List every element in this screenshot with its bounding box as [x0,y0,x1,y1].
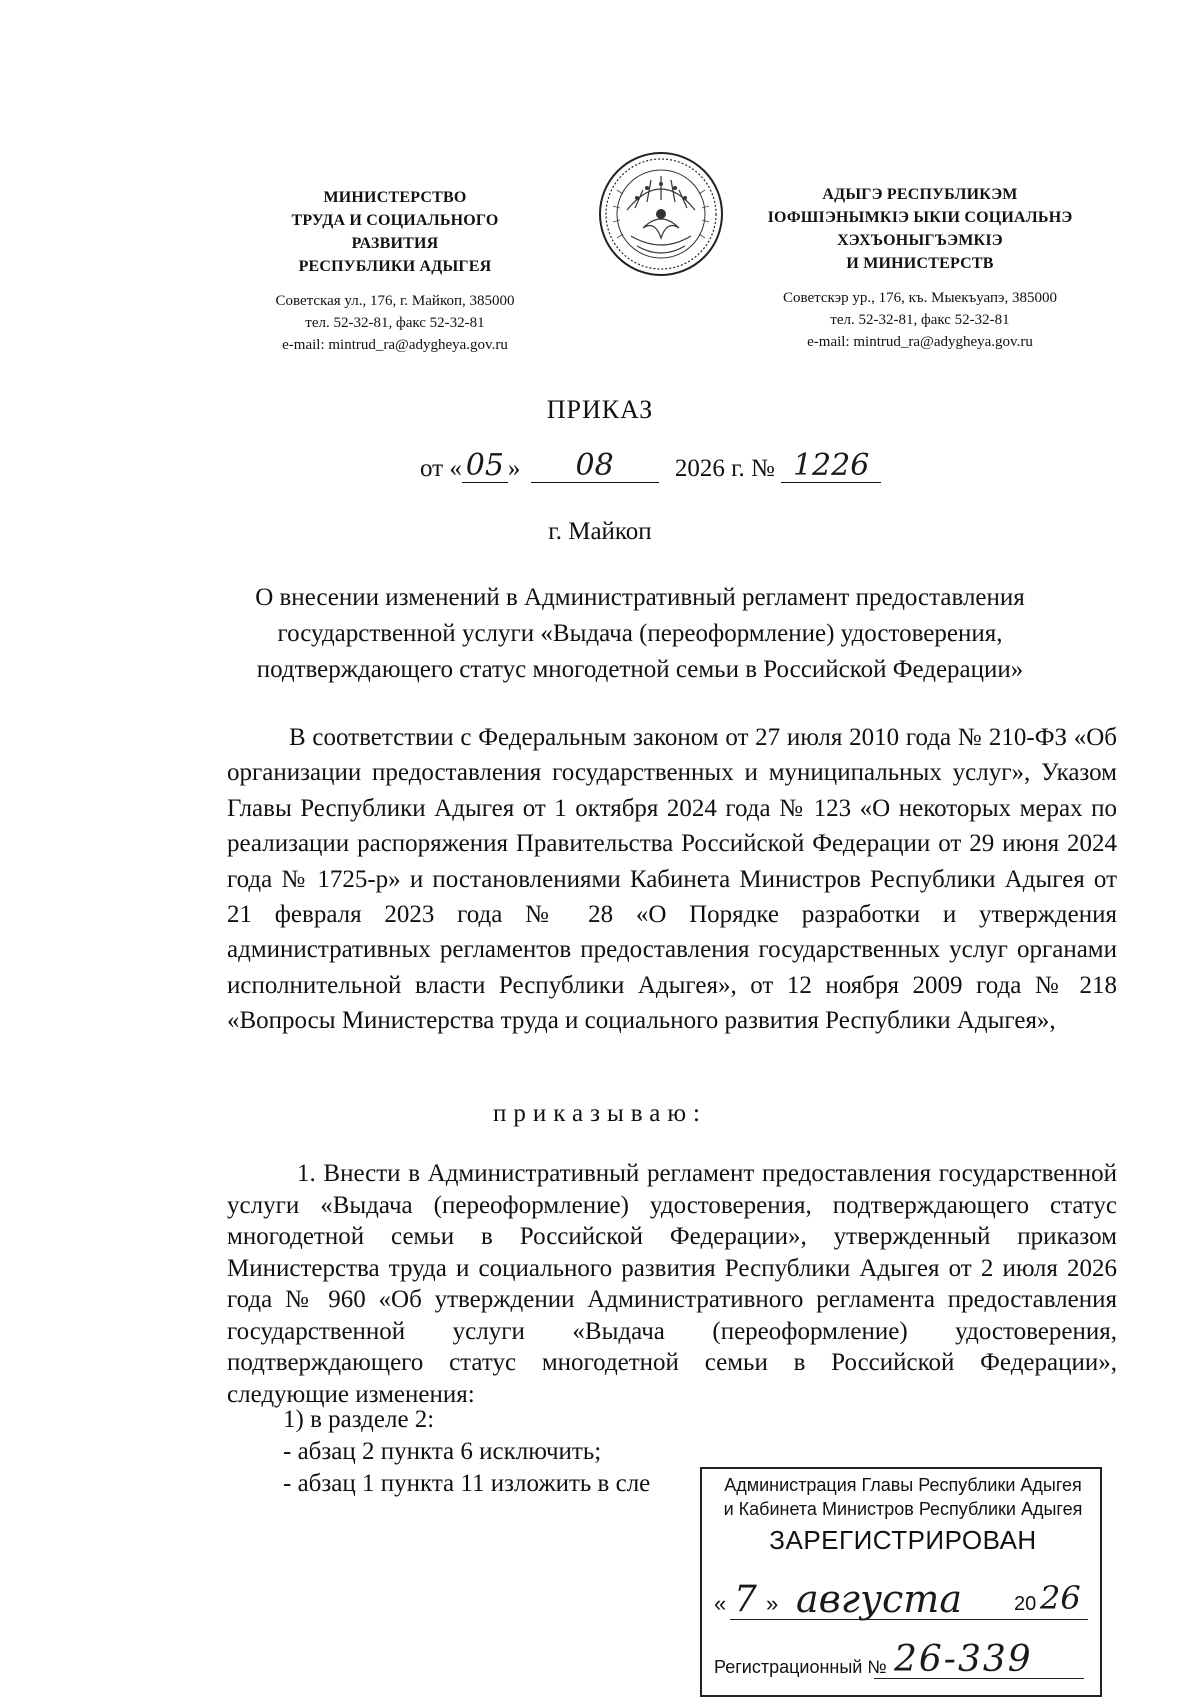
ministry-contacts [720,287,1120,353]
ministry-phone: тел. 52-32-81, факс 52-32-81 [305,315,485,331]
ministry-email: e-mail: mintrud_ra@adygheya.gov.ru [807,334,1033,350]
preamble-text: В соответствии с Федеральным законом от 27 июля 2010 года № 210-ФЗ «Об организации предоставления государственных и муниципальных услуг», Указом Главы Республики Адыгея от 1 октября 2024 года № 123 «О некоторых мерах по реализации распоряжения Правительства Российской Федерации от 29 июня 2024 года № 1725-р» и постановлениями Кабинета Министров Республики Адыгея от 21 февраля 2023 года № 28 «О Порядке разработки и утверждения административных регламентов предоставления государственных услуг органами исполнительной власти Республики Адыгея», от 12 ноября 2009 года № 218 «Вопросы Министерства труда и социального развития Республики Адыгея», [227,724,1117,1035]
document-subject [200,580,1080,688]
ministry-header-adyghe [720,183,1120,353]
ministry-address: Советская ул., 176, г. Майкоп, 385000 [275,293,515,309]
ministry-phone: тел. 52-32-81, факс 52-32-81 [830,312,1010,328]
date-prefix: от « [420,455,462,482]
stamp-date [714,1577,1094,1623]
sub-item: 1) в разделе 2: [283,1406,435,1433]
stamp-quote-open: « [714,1591,727,1616]
org-name-line: РАЗВИТИЯ [351,235,439,252]
order-month: 08 [575,448,614,483]
ministry-email: e-mail: mintrud_ra@adygheya.gov.ru [282,337,508,353]
org-name-line: IОФШIЭНЫМКIЭ ЫКIИ СОЦИАЛЬНЭ [767,209,1073,226]
org-name-line: АДЫГЭ РЕСПУБЛИКЭМ [822,186,1018,203]
stamp-authority [708,1473,1098,1521]
subject-line: государственной услуги «Выдача (переоформление) удостоверения, [277,620,1003,647]
document-city: г. Майкоп [548,518,652,545]
stamp-year-suffix: 26 [1040,1579,1081,1617]
order-year: 2026 г. № [674,455,775,482]
ministry-header-russian [225,186,565,356]
stamp-month: августа [796,1577,962,1621]
stamp-reg-label: Регистрационный № [714,1657,887,1677]
org-name-line: МИНИСТЕРСТВО [323,189,467,206]
stamp-year-prefix: 20 [1014,1593,1037,1615]
order-item-1-text: 1. Внести в Административный регламент предоставления государственной услуги «Выдача (переоформление) удостоверения, подтверждающего статус многодетной семьи в Российской Федерации», утвержденный приказом Министерства труда и социального развития Республики Адыгея от 2 июля 2026 года № 960 «Об утверждении Административного регламента предоставления государственной услуги «Выдача (переоформление) удостоверения, подтверждающего статус многодетной семьи в Российской Федерации», следующие изменения: [227,1160,1117,1408]
ministry-contacts [225,290,565,356]
stamp-registration [714,1639,1094,1685]
stamp-reg-number: 26-339 [894,1639,1033,1680]
stamp-authority-line: и Кабинета Министров Республики Адыгея [723,1499,1083,1519]
document-title: ПРИКАЗ [546,395,654,424]
stamp-reg-underline [874,1678,1084,1679]
date-quote-close: » [507,455,521,482]
org-name-line: РЕСПУБЛИКИ АДЫГЕЯ [298,258,492,275]
sub-item: - абзац 2 пункта 6 исключить; [283,1438,602,1465]
org-name-line: ХЭХЪОНЫГЪЭМКIЭ [837,232,1003,249]
subject-line: подтверждающего статус многодетной семьи в Российской Федерации» [256,656,1024,683]
stamp-date-underline [730,1619,1088,1620]
order-date-line [420,448,881,483]
org-name-line: ТРУДА И СОЦИАЛЬНОГО [291,212,499,229]
org-name-line: И МИНИСТЕРСТВ [846,255,994,272]
stamp-day: 7 [734,1579,757,1620]
order-item-1 [227,1158,1117,1410]
stamp-authority-line: Администрация Главы Республики Адыгея [724,1475,1082,1495]
order-day: 05 [465,448,504,483]
adygea-coat-of-arms-icon [597,150,725,278]
preamble-paragraph [227,720,1117,1039]
stamp-status: ЗАРЕГИСТРИРОВАН [769,1525,1037,1555]
sub-item: - абзац 1 пункта 11 изложить в сле [283,1470,651,1497]
registration-stamp [700,1467,1102,1697]
ministry-address: Советскэр ур., 176, къ. Мыекъуапэ, 385000 [783,290,1057,306]
stamp-quote-close: » [766,1591,779,1616]
order-number: 1226 [792,448,870,483]
order-word: приказываю: [493,1100,707,1127]
subject-line: О внесении изменений в Административный регламент предоставления [255,584,1025,611]
